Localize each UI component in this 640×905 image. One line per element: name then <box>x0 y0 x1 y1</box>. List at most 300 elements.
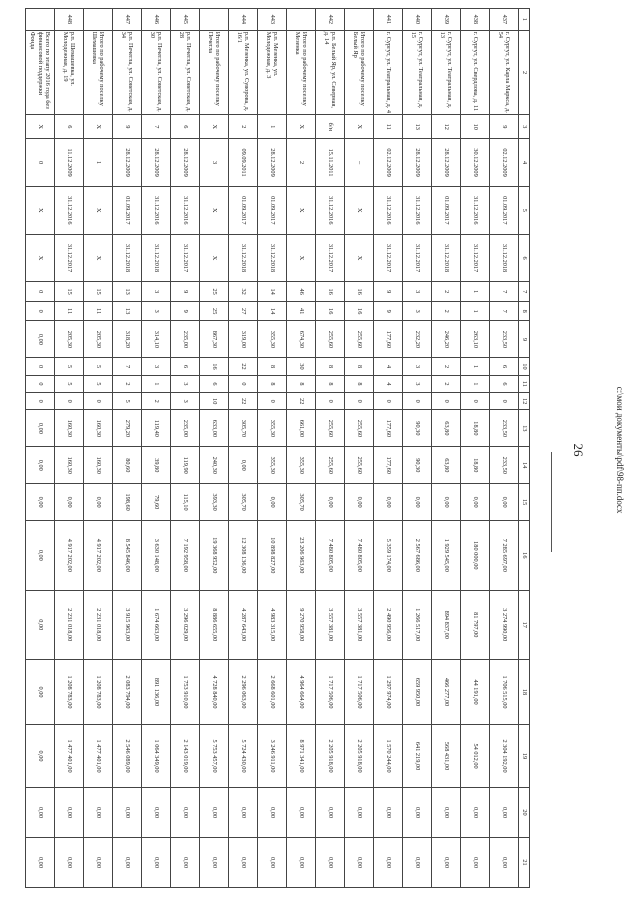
table-cell: 28.12.2009 <box>258 139 287 187</box>
table-cell: X <box>345 186 374 234</box>
table-cell: 0 <box>403 393 432 410</box>
table-cell: 160,30 <box>55 410 84 447</box>
column-number-11: 11 <box>519 375 530 392</box>
table-cell: 10 <box>461 115 490 139</box>
column-number-18: 18 <box>519 659 530 724</box>
table-cell: 7 192 958,00 <box>171 521 200 590</box>
table-cell: 1 717 506,00 <box>316 659 345 724</box>
table-cell: 2 <box>113 375 142 392</box>
table-cell: 0 <box>490 393 519 410</box>
table-cell: 3 <box>171 393 200 410</box>
table-cell: 18,80 <box>461 410 490 447</box>
table-cell: 0,00 <box>432 837 461 887</box>
table-cell: г. Сургут, ул. Театральная, д. 13 <box>432 30 461 115</box>
table-cell: X <box>287 115 316 139</box>
table-row <box>258 9 287 888</box>
table-cell: 22 <box>229 358 258 375</box>
table-cell: 205,30 <box>84 321 113 358</box>
table-cell: 31.12.2017 <box>171 234 200 282</box>
table-cell: 9 <box>171 282 200 302</box>
table-cell: 2 231 018,00 <box>84 590 113 659</box>
table-cell: 0,00 <box>287 837 316 887</box>
table-cell: 0,00 <box>113 837 142 887</box>
table-cell: б/н <box>316 115 345 139</box>
table-cell: 3 <box>200 139 229 187</box>
rotated-table-container <box>29 0 536 905</box>
table-cell: 0 <box>26 282 55 302</box>
table-cell: 0,00 <box>374 788 403 838</box>
table-cell: 8 <box>316 358 345 375</box>
table-cell: 0,00 <box>84 788 113 838</box>
table-cell: р.п. Белый Яр, ул. Северная, д. 14 <box>316 30 345 115</box>
table-cell: 0,00 <box>403 837 432 887</box>
table-cell: 7 480 805,00 <box>345 521 374 590</box>
table-cell: 81 797,00 <box>461 590 490 659</box>
table-cell: 119,90 <box>171 447 200 484</box>
table-cell: 2 <box>229 115 258 139</box>
table-cell: 3 <box>403 282 432 302</box>
table-cell: 8 <box>316 375 345 392</box>
table-cell: 4 728 840,00 <box>200 659 229 724</box>
table-cell: 7 <box>490 282 519 302</box>
table-cell: 5 359 174,00 <box>374 521 403 590</box>
table-row <box>171 9 200 888</box>
table-row <box>229 9 258 888</box>
table-cell: 444 <box>229 9 258 31</box>
table-cell: 5 724 430,00 <box>229 725 258 788</box>
table-cell: X <box>345 115 374 139</box>
table-cell: 439 <box>432 9 461 31</box>
table-cell: 355,30 <box>258 447 287 484</box>
table-cell: 31.12.2018 <box>490 234 519 282</box>
table-cell: 09.09.2011 <box>229 139 258 187</box>
table-row <box>316 9 345 888</box>
table-cell: 1 570 244,00 <box>374 725 403 788</box>
table-cell: 0,00 <box>490 788 519 838</box>
table-cell: 12 308 136,00 <box>229 521 258 590</box>
table-cell: 661,00 <box>287 410 316 447</box>
table-cell: 10 898 827,00 <box>258 521 287 590</box>
table-cell: X <box>26 234 55 282</box>
table-cell: 2 490 956,00 <box>374 590 403 659</box>
table-cell: 31.12.2018 <box>258 234 287 282</box>
table-cell: 31.12.2017 <box>374 234 403 282</box>
table-cell: 7 <box>490 301 519 321</box>
table-cell: X <box>26 115 55 139</box>
table-cell: 28.12.2009 <box>171 139 200 187</box>
table-cell: 0,00 <box>229 447 258 484</box>
table-cell: 7 <box>142 115 171 139</box>
table-cell: 27 <box>229 301 258 321</box>
table-cell: 445 <box>171 9 200 31</box>
table-cell: 233,50 <box>490 321 519 358</box>
table-cell: 01.09.2017 <box>113 186 142 234</box>
table-cell: 01.09.2017 <box>432 186 461 234</box>
table-cell: 5 753 457,00 <box>200 725 229 788</box>
table-cell: 441 <box>374 9 403 31</box>
table-cell: 3 <box>403 358 432 375</box>
table-cell: 0,00 <box>26 659 55 724</box>
table-cell: 4 <box>374 375 403 392</box>
table-cell: 31.12.2016 <box>374 186 403 234</box>
table-cell: 0,00 <box>229 788 258 838</box>
table-cell: 31.12.2018 <box>142 234 171 282</box>
table-cell: 30.12.2009 <box>461 139 490 187</box>
table-cell: 15 <box>55 282 84 302</box>
table-cell: 1 <box>461 282 490 302</box>
table-cell: 25 <box>200 301 229 321</box>
table-row <box>374 9 403 888</box>
table-cell: 0 <box>258 393 287 410</box>
table-cell: 355,30 <box>258 321 287 358</box>
table-cell: 6 <box>200 375 229 392</box>
table-cell: 16 <box>345 282 374 302</box>
table-cell: 01.09.2017 <box>490 186 519 234</box>
table-cell: 3 <box>142 282 171 302</box>
table-cell: 0 <box>461 393 490 410</box>
table-cell: 2 <box>432 282 461 302</box>
table-cell: 891 136,00 <box>142 659 171 724</box>
table-cell: 1 064 349,00 <box>142 725 171 788</box>
table-cell: 9 <box>374 301 403 321</box>
table-cell: 3 630 148,00 <box>142 521 171 590</box>
table-cell: 8 <box>345 375 374 392</box>
table-cell: 177,60 <box>374 321 403 358</box>
table-cell: 28.12.2009 <box>142 139 171 187</box>
table-cell: 32 <box>229 282 258 302</box>
table-cell: 233,50 <box>490 447 519 484</box>
table-cell: 3 <box>142 301 171 321</box>
table-cell: 1 717 506,00 <box>345 659 374 724</box>
table-cell: 16 <box>316 301 345 321</box>
table-cell: 7 480 805,00 <box>316 521 345 590</box>
table-cell: 13 <box>403 115 432 139</box>
table-cell: 0,00 <box>26 788 55 838</box>
footer-file-path: c:\мои документы\pdf\98-пп.docx <box>615 386 625 514</box>
column-number-10: 10 <box>519 358 530 375</box>
table-cell: 0,00 <box>374 484 403 521</box>
table-cell: 12 <box>432 115 461 139</box>
table-cell: 279,20 <box>113 410 142 447</box>
table-cell: 2 304 192,00 <box>490 725 519 788</box>
table-cell: 0,00 <box>26 321 55 358</box>
column-number-13: 13 <box>519 410 530 447</box>
table-cell: 119,40 <box>142 410 171 447</box>
table-cell: 4 964 664,00 <box>287 659 316 724</box>
table-cell: 235,00 <box>171 410 200 447</box>
table-cell: 0,00 <box>26 521 55 590</box>
table-cell: 6 <box>55 115 84 139</box>
table-cell: 177,60 <box>374 447 403 484</box>
table-cell: 2 083 794,00 <box>113 659 142 724</box>
table-cell: 232,20 <box>403 321 432 358</box>
table-cell: 0,00 <box>200 788 229 838</box>
table-cell: 0,00 <box>26 484 55 521</box>
table-cell: X <box>200 115 229 139</box>
table-cell: 1 <box>84 139 113 187</box>
table-cell: 2 205 918,00 <box>316 725 345 788</box>
table-cell: 22 <box>229 393 258 410</box>
table-cell: 0,00 <box>432 484 461 521</box>
table-cell: X <box>287 234 316 282</box>
table-cell: X <box>84 115 113 139</box>
column-number-19: 19 <box>519 725 530 788</box>
table-cell: 255,60 <box>345 447 374 484</box>
table-cell: 2 546 089,00 <box>113 725 142 788</box>
table-cell: 10 <box>200 393 229 410</box>
table-cell: Итого по рабочему поселку Мезенка <box>287 30 316 115</box>
table-cell: 0 <box>26 393 55 410</box>
table-cell: 0,00 <box>200 837 229 887</box>
table-cell: X <box>84 234 113 282</box>
table-cell: Всего по этапу 2016 года без финансовой поддержки Фонда <box>26 30 55 115</box>
table-cell: 442 <box>316 9 345 31</box>
table-cell: 28.12.2009 <box>403 139 432 187</box>
table-cell: 02.12.2009 <box>490 139 519 187</box>
column-number-1: 1 <box>519 9 530 31</box>
table-cell: р.п. Мезенка, ул. Суворова, д. 16/1 <box>229 30 258 115</box>
table-cell: 1 <box>258 115 287 139</box>
table-cell: 2 231 018,00 <box>55 590 84 659</box>
table-cell: 1 <box>461 375 490 392</box>
table-cell: X <box>26 186 55 234</box>
table-cell: 31.12.2016 <box>461 186 490 234</box>
table-cell: 6 <box>490 375 519 392</box>
table-cell: 305,70 <box>229 410 258 447</box>
table-cell: 659 950,00 <box>403 659 432 724</box>
table-cell: 0 <box>345 393 374 410</box>
table-cell: 1 929 545,00 <box>432 521 461 590</box>
table-cell: 2 205 918,00 <box>345 725 374 788</box>
table-cell: 894 837,00 <box>432 590 461 659</box>
table-cell: 25 <box>200 282 229 302</box>
table-cell: 1 706 515,00 <box>490 659 519 724</box>
table-cell: 0 <box>316 393 345 410</box>
table-cell: 633,00 <box>200 410 229 447</box>
table-cell: 0 <box>229 375 258 392</box>
table-cell: 0,00 <box>26 447 55 484</box>
table-cell: 1 297 974,00 <box>374 659 403 724</box>
table-cell: 3 915 963,00 <box>113 590 142 659</box>
table-cell: 205,30 <box>55 321 84 358</box>
table-cell: 31.12.2016 <box>171 186 200 234</box>
table-cell: 233,50 <box>490 410 519 447</box>
table-cell: 0,00 <box>113 788 142 838</box>
table-cell: 31.12.2018 <box>432 234 461 282</box>
table-cell: 5 <box>113 393 142 410</box>
table-cell: 0,00 <box>461 837 490 887</box>
table-cell: 160,30 <box>55 447 84 484</box>
table-cell: 0,00 <box>84 484 113 521</box>
table-cell: 0 <box>55 393 84 410</box>
table-cell: 246,20 <box>432 321 461 358</box>
table-cell: 6 <box>490 358 519 375</box>
table-cell: 255,60 <box>316 321 345 358</box>
table-cell: 2 <box>432 301 461 321</box>
table-cell <box>287 9 316 31</box>
table-cell: 79,60 <box>142 484 171 521</box>
table-cell: 30 <box>287 358 316 375</box>
column-number-17: 17 <box>519 590 530 659</box>
table-cell: 0,00 <box>461 788 490 838</box>
table-cell: 1 477 401,00 <box>84 725 113 788</box>
table-cell: 5 <box>55 358 84 375</box>
table-cell: 641 219,00 <box>403 725 432 788</box>
table-cell: 0,00 <box>258 788 287 838</box>
table-cell: 9 <box>490 115 519 139</box>
table-cell: 5 <box>84 358 113 375</box>
table-cell: 31.12.2017 <box>403 234 432 282</box>
table-cell: 9 <box>171 301 200 321</box>
table-cell: 0,00 <box>55 837 84 887</box>
column-number-4: 4 <box>519 139 530 187</box>
table-cell: 393,30 <box>200 484 229 521</box>
table-cell <box>26 9 55 31</box>
table-cell: 160,30 <box>84 447 113 484</box>
table-cell: 440 <box>403 9 432 31</box>
table-cell: 1 266 517,00 <box>403 590 432 659</box>
table-cell: 3 557 381,00 <box>316 590 345 659</box>
table-cell: р.п. Печегла, ул. Советская, д. 34 <box>113 30 142 115</box>
table-cell: 1 <box>461 301 490 321</box>
table-cell: 319,00 <box>229 321 258 358</box>
table-cell: 0 <box>26 139 55 187</box>
table-cell: X <box>200 234 229 282</box>
footnote-rule <box>551 452 552 552</box>
table-cell: 314,10 <box>142 321 171 358</box>
table-cell: 15 <box>84 282 113 302</box>
table-cell: 0,00 <box>171 837 200 887</box>
table-cell: Итого по рабочему поселку Печегла <box>200 30 229 115</box>
column-number-12: 12 <box>519 393 530 410</box>
table-cell: 22 <box>287 393 316 410</box>
table-cell: 7 <box>113 358 142 375</box>
table-cell: 31.12.2016 <box>55 186 84 234</box>
column-number-5: 5 <box>519 186 530 234</box>
table-cell: 198,60 <box>113 484 142 521</box>
table-cell: 0,00 <box>316 484 345 521</box>
table-cell: 46 <box>287 282 316 302</box>
table-cell: 11 <box>374 115 403 139</box>
table-cell: 5 <box>84 375 113 392</box>
table-cell: 867,30 <box>200 321 229 358</box>
table-cell: 1 <box>461 358 490 375</box>
table-cell: 8 886 655,00 <box>200 590 229 659</box>
table-cell: 0,00 <box>229 837 258 887</box>
table-cell: 28.12.2009 <box>432 139 461 187</box>
table-cell: 0,00 <box>345 484 374 521</box>
table-cell: 2 <box>432 358 461 375</box>
table-row <box>287 9 316 888</box>
table-cell: 31.12.2018 <box>229 234 258 282</box>
table-cell: 0,00 <box>345 788 374 838</box>
table-cell: 355,30 <box>287 447 316 484</box>
table-cell: 0 <box>374 393 403 410</box>
table-cell: 02.12.2009 <box>374 139 403 187</box>
table-cell: 3 <box>403 301 432 321</box>
column-number-8: 8 <box>519 301 530 321</box>
table-cell: 0,00 <box>26 590 55 659</box>
table-cell: 11 <box>55 301 84 321</box>
table-cell: 13 <box>113 282 142 302</box>
table-cell: 16 <box>316 282 345 302</box>
table-cell: 3 <box>403 375 432 392</box>
table-cell: 447 <box>113 9 142 31</box>
table-cell: 8 <box>258 375 287 392</box>
table-cell: г. Сургут, ул. Карла Маркса, д. 54 <box>490 30 519 115</box>
table-cell: 14 <box>258 301 287 321</box>
table-cell <box>84 9 113 31</box>
table-cell: 177,60 <box>374 410 403 447</box>
table-cell: 31.12.2018 <box>113 234 142 282</box>
table-cell: 2 <box>287 139 316 187</box>
table-cell: 448 <box>55 9 84 31</box>
table-cell: 437 <box>490 9 519 31</box>
table-row <box>200 9 229 888</box>
table-cell: – <box>345 139 374 187</box>
table-cell: 0,00 <box>490 837 519 887</box>
table-cell: 0,00 <box>374 837 403 887</box>
table-cell: 13 <box>113 301 142 321</box>
table-cell: 1 208 783,00 <box>84 659 113 724</box>
table-cell: 0 <box>26 301 55 321</box>
table-cell: 0,00 <box>142 837 171 887</box>
table-cell: 568 431,00 <box>432 725 461 788</box>
column-number-2: 2 <box>519 30 530 115</box>
table-cell: 0,00 <box>26 725 55 788</box>
table-cell: 0,00 <box>316 788 345 838</box>
table-cell: X <box>200 186 229 234</box>
column-number-7: 7 <box>519 282 530 302</box>
table-cell: 3 557 381,00 <box>345 590 374 659</box>
table-cell: 0 <box>432 393 461 410</box>
table-cell: 01.09.2017 <box>229 186 258 234</box>
table-cell: 2 567 686,00 <box>403 521 432 590</box>
table-cell: 3 <box>171 375 200 392</box>
table-cell: 443 <box>258 9 287 31</box>
table-body <box>26 9 519 888</box>
table-cell: 115,10 <box>171 484 200 521</box>
table-cell: 3 246 911,00 <box>258 725 287 788</box>
table-cell: 355,30 <box>258 410 287 447</box>
table-cell: 305,70 <box>229 484 258 521</box>
table-row <box>113 9 142 888</box>
table-cell: 54 012,00 <box>461 725 490 788</box>
table-cell: 2 143 019,00 <box>171 725 200 788</box>
table-cell: 8 545 846,00 <box>113 521 142 590</box>
table-cell: 1 477 401,00 <box>55 725 84 788</box>
table-cell: 31.12.2016 <box>403 186 432 234</box>
table-cell: 18,80 <box>461 447 490 484</box>
column-number-row <box>519 9 530 888</box>
column-number-6: 6 <box>519 234 530 282</box>
table-cell: 1 674 663,00 <box>142 590 171 659</box>
table-cell: 0,00 <box>142 788 171 838</box>
table-cell: г. Сургут, ул. Свердлова, д. 11 <box>461 30 490 115</box>
table-cell: 0,00 <box>403 484 432 521</box>
table-cell: 80,60 <box>113 447 142 484</box>
table-cell: 446 <box>142 9 171 31</box>
table-cell: 19 368 952,00 <box>200 521 229 590</box>
table-cell: 160,30 <box>84 410 113 447</box>
table-cell: р.п. Мезенка, ул. Молодежная, д. 3 <box>258 30 287 115</box>
table-cell: 2 668 601,00 <box>258 659 287 724</box>
table-cell: 0,00 <box>461 484 490 521</box>
table-cell: 5 <box>55 375 84 392</box>
table-cell: 3 <box>142 358 171 375</box>
table-cell: 01.09.2017 <box>258 186 287 234</box>
table-cell: 0,00 <box>55 484 84 521</box>
